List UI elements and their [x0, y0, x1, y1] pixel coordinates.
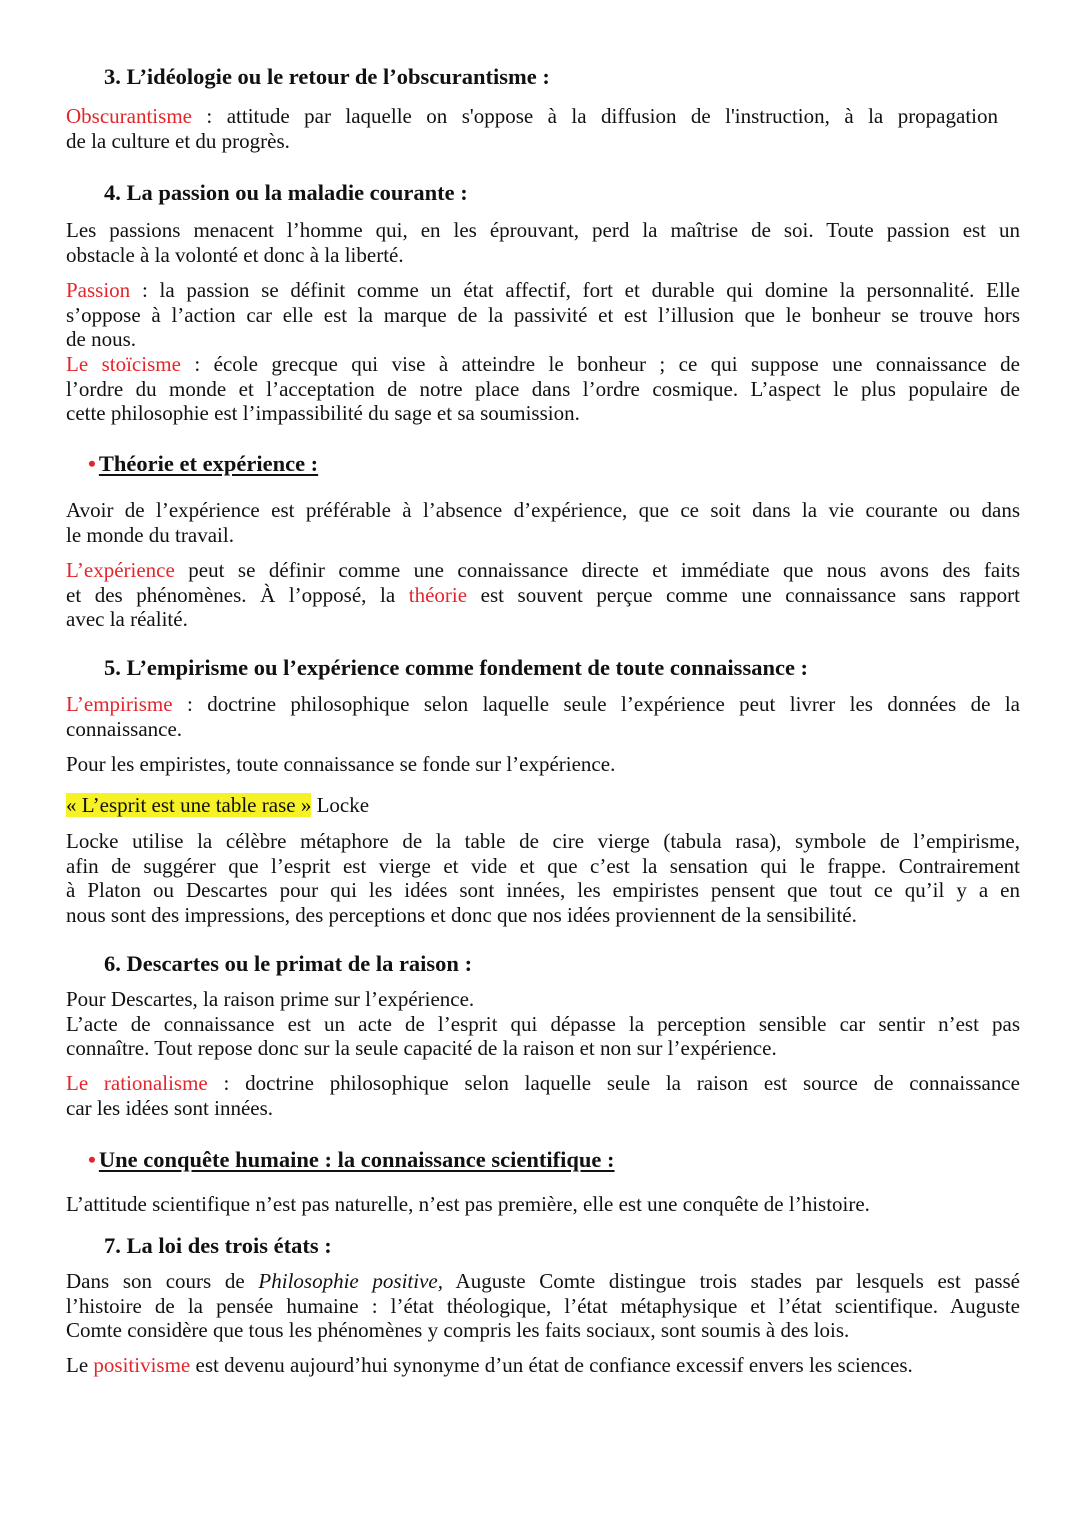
section-3-definition: Obscurantisme : attitude par laquelle on s'oppose à la diffusion de l'instruction, à la propagation de la culture et du progrès.	[66, 104, 998, 153]
term-rationalisme: Le rationalisme	[66, 1071, 208, 1095]
bullet-heading-theorie: • Théorie et expérience :	[88, 451, 319, 476]
highlighted-quote: « L’esprit est une table rase »	[66, 793, 312, 817]
bullet-dot-icon: •	[88, 451, 96, 476]
comte-paragraph: Dans son cours de Philosophie positive, Auguste Comte distingue trois stades par lesquels est passé l’histoire de la pensée humaine : l’état théologique, l’état métaphysique et l’état scientifique. Auguste Comte considère que tous les phénomènes y compris les faits sociaux, sont soumis à des lois.	[66, 1269, 1020, 1342]
term-experience: L’expérience	[66, 558, 175, 582]
term-empirisme: L’empirisme	[66, 692, 173, 716]
section-7-heading: 7. La loi des trois états :	[104, 1233, 332, 1258]
attitude-scientifique-sentence: L’attitude scientifique n’est pas naturelle, n’est pas première, elle est une conquête de l’histoire.	[66, 1192, 870, 1216]
section-3-heading: 3. L’idéologie ou le retour de l’obscurantisme :	[104, 64, 550, 89]
experience-definition: L’expérience peut se définir comme une connaissance directe et immédiate que nous avons des faits et des phénomènes. À l’opposé, la théorie est souvent perçue comme une connaissance sans rapport avec la réalité.	[66, 558, 1020, 631]
bullet-dot-icon: •	[88, 1147, 96, 1172]
term-obscurantisme: Obscurantisme	[66, 104, 192, 128]
stoicisme-definition: Le stoïcisme : école grecque qui vise à atteindre le bonheur ; ce qui suppose une connaissance de l’ordre du monde et l’acceptation de notre place dans l’ordre cosmique. L’aspect le plus populaire de cette philosophie est l’impassibilité du sage et sa soumission.	[66, 352, 1020, 425]
section-4-heading: 4. La passion ou la maladie courante :	[104, 180, 468, 205]
rationalisme-definition: Le rationalisme : doctrine philosophique selon laquelle seule la raison est source de connaissance car les idées sont innées.	[66, 1071, 1021, 1120]
positivisme-sentence: Le positivisme est devenu aujourd’hui synonyme d’un état de confiance excessif envers les sciences.	[66, 1353, 913, 1377]
locke-quote: « L’esprit est une table rase » Locke	[66, 793, 370, 817]
term-positivisme: positivisme	[93, 1353, 191, 1377]
empirisme-definition: L’empirisme : doctrine philosophique selon laquelle seule l’expérience peut livrer les données de la connaissance.	[66, 692, 1020, 741]
descartes-paragraph: Pour Descartes, la raison prime sur l’expérience. L’acte de connaissance est un acte de l’esprit qui dépasse la perception sensible car sentir n’est pas connaître. Tout repose donc sur la seule capacité de la raison et non sur l’expérience.	[66, 987, 1020, 1060]
section-4-paragraph: Les passions menacent l’homme qui, en les éprouvant, perd la maîtrise de soi. Toute passion est un obstacle à la volonté et donc à la liberté.	[66, 218, 1020, 267]
term-passion: Passion	[66, 278, 131, 302]
locke-paragraph: Locke utilise la célèbre métaphore de la table de cire vierge (tabula rasa), symbole de l’empirisme, afin de suggérer que l’esprit est vierge et vide et que c’est la sensation qui le frappe. Contrairement à Platon ou Descartes pour qui les idées sont innées, les empiristes pensent que tout ce qu’il y a en nous sont des impressions, des perceptions et donc que nos idées proviennent de la sensibilité.	[66, 829, 1020, 927]
passion-definition: Passion : la passion se définit comme un état affectif, fort et durable qui domine la personnalité. Elle s’oppose à l’action car elle est la marque de la passivité et est l’illusion que le bonheur se trouve hors de nous.	[66, 278, 1020, 351]
section-6-heading: 6. Descartes ou le primat de la raison :	[104, 951, 473, 976]
section-5-heading: 5. L’empirisme ou l’expérience comme fondement de toute connaissance :	[104, 655, 809, 680]
bullet-heading-conquete: • Une conquête humaine : la connaissance scientifique :	[88, 1147, 615, 1172]
italic-title: Philosophie positive,	[258, 1269, 443, 1293]
term-theorie: théorie	[408, 582, 468, 607]
experience-paragraph: Avoir de l’expérience est préférable à l’absence d’expérience, que ce soit dans la vie courante ou dans le monde du travail.	[66, 498, 1020, 547]
term-stoicisme: Le stoïcisme	[66, 352, 181, 376]
empiristes-sentence: Pour les empiristes, toute connaissance se fonde sur l’expérience.	[66, 752, 616, 776]
